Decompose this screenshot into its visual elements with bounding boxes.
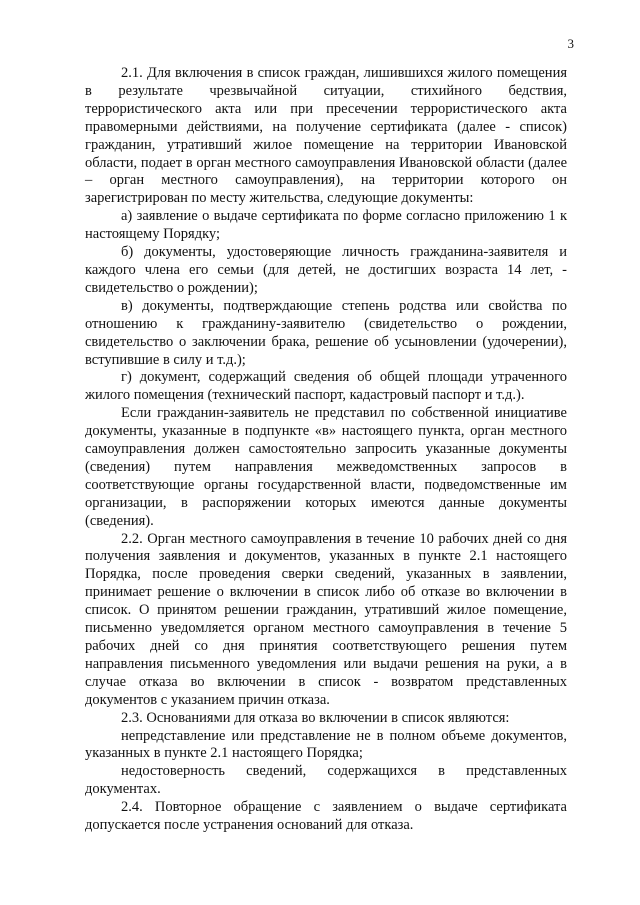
list-item-v: в) документы, подтверждающие степень родства или свойства по отношению к гражданину-заявителю (свидетельство о рождении, свидетельство о заключении брака, решение об усыновлении (удочерении), вступившие в силу и т.д.); bbox=[85, 297, 567, 368]
paragraph-interagency-request: Если гражданин-заявитель не представил по собственной инициативе документы, указанные в подпункте «в» настоящего пункта, орган местного самоуправления должен самостоятельно запросить указанные документы (сведения) путем направления межведомственных запросов в соответствующие органы государственной власти, подведомственные им организации, в распоряжении которых имеются данные документы (сведения). bbox=[85, 405, 567, 529]
paragraph-2-2: 2.2. Орган местного самоуправления в течение 10 рабочих дней со дня получения заявления и документов, указанных в пункте 2.1 настоящего Порядка, после проведения сверки сведений, указанных в заявлении, принимает решение о включении в список либо об отказе во включении в список. О принятом решении гражданин, утративший жилое помещение, письменно уведомляется органом местного самоуправления в течение 5 рабочих дней со дня принятия соответствующего решения путем направления письменного уведомления или выдачи решения на руки, а в случае отказа во включении в список - возвратом представленных документов с указанием причин отказа. bbox=[85, 530, 567, 708]
paragraph-2-1: 2.1. Для включения в список граждан, лишившихся жилого помещения в результате чрезвычайной ситуации, стихийного бедствия, террористического акта или при пресечении террористического акта правомерными действиями, на получение сертификата (далее - список) гражданин, утративший жилое помещение на территории Ивановской области, подает в орган местного самоуправления Ивановской области (далее – орган местного самоуправления), на территории которого он зарегистрирован по месту жительства, следующие документы: bbox=[85, 65, 567, 207]
refusal-reason-1: непредставление или представление не в полном объеме документов, указанных в пункте 2.1 настоящего Порядка; bbox=[85, 727, 567, 762]
list-item-a: а) заявление о выдаче сертификата по форме согласно приложению 1 к настоящему Порядку; bbox=[85, 208, 567, 243]
refusal-reason-2: недостоверность сведений, содержащихся в представленных документах. bbox=[85, 763, 567, 798]
document-body bbox=[85, 65, 567, 835]
paragraph-2-3: 2.3. Основаниями для отказа во включении в список являются: bbox=[121, 709, 510, 726]
list-item-b: б) документы, удостоверяющие личность гражданина-заявителя и каждого члена его семьи (для детей, не достигших возраста 14 лет, - свидетельство о рождении); bbox=[85, 244, 567, 296]
paragraph-2-4: 2.4. Повторное обращение с заявлением о выдаче сертификата допускается после устранения оснований для отказа. bbox=[85, 799, 567, 834]
list-item-g: г) документ, содержащий сведения об общей площади утраченного жилого помещения (технический паспорт, кадастровый паспорт и т.д.). bbox=[85, 369, 567, 404]
page-number: 3 bbox=[567, 36, 574, 51]
